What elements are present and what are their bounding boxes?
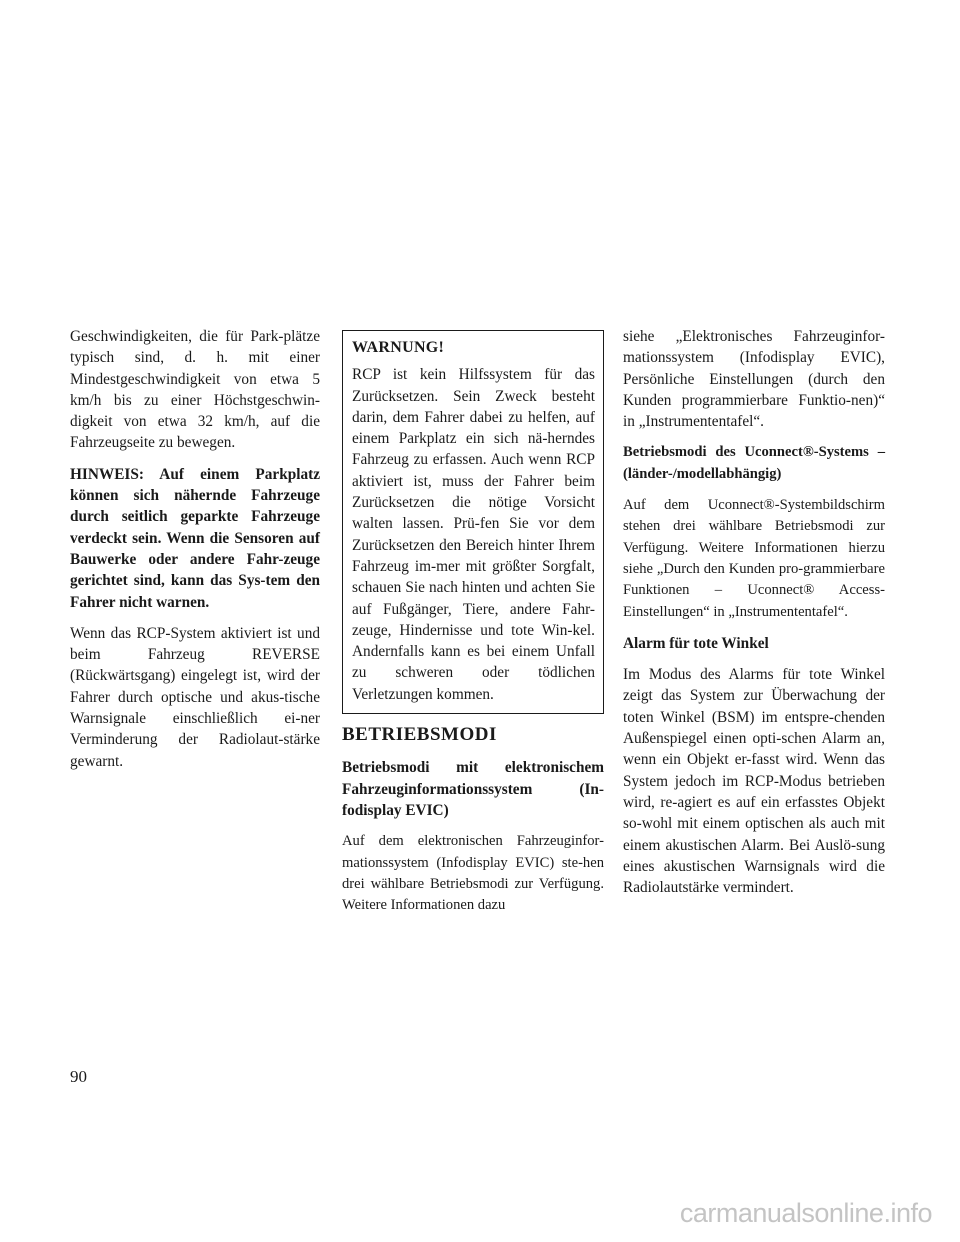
paragraph-rcp-warning: Wenn das RCP-System aktiviert ist und beim Fahrzeug REVERSE (Rückwärtsgang) eingelegt ist, wird der Fahrer durch optische und akus-tische Warnsignale einschließlich ei-ner Verminderung der Radiolaut-stärke gewarnt. bbox=[70, 624, 320, 770]
paragraph-speed: Geschwindigkeiten, die für Park-plätze typisch sind, d. h. mit einer Mindestgeschwindigkeit von etwa 5 km/h bis zu einer Höchstgeschwin-digkeit von etwa 32 km/h, auf die Fahrzeugseite zu bewegen. bbox=[70, 328, 320, 452]
column-middle bbox=[342, 330, 604, 926]
page-number: 90 bbox=[70, 1067, 87, 1086]
column-right bbox=[623, 326, 885, 908]
subheading-uconnect: Betriebsmodi des Uconnect®-Systems – (länder-/modellabhängig) bbox=[623, 444, 885, 482]
section-title: BETRIEBSMODI bbox=[342, 724, 497, 746]
warning-title: WARNUNG! bbox=[352, 339, 445, 356]
subheading-evic: Betriebsmodi mit elektronischem Fahrzeuginformationssystem (In-fodisplay EVIC) bbox=[342, 759, 604, 819]
warning-box bbox=[342, 330, 604, 714]
paragraph-evic: Auf dem elektronischen Fahrzeuginfor-mationssystem (Infodisplay EVIC) ste-hen drei wählbare Betriebsmodi zur Verfügung. Weitere Informationen dazu bbox=[342, 833, 604, 914]
subheading-blind-spot: Alarm für tote Winkel bbox=[623, 634, 769, 652]
note-paragraph: HINWEIS: Auf einem Parkplatz können sich nähernde Fahrzeuge durch seitlich geparkte Fahrzeuge verdeckt sein. Wenn die Sensoren auf Bauwerke oder andere Fahr-zeuge gerichtet sind, kann das Sys-tem den Fahrer nicht warnen. bbox=[70, 465, 320, 611]
warning-text: RCP ist kein Hilfssystem für das Zurücksetzen. Sein Zweck besteht darin, dem Fahrer dabei zu helfen, auf einem Parkplatz ein sich nä-herndes Fahrzeug zu erfassen. Auch wenn RCP aktiviert ist, muss der Fahrer beim Zurücksetzen die nötige Vorsicht walten lassen. Prü-fen Sie vor dem Zurücksetzen den Bereich hinter Ihrem Fahrzeug im-mer mit größter Sorgfalt, schauen Sie nach hinten und achten Sie auf Fußgänger, Tiere, andere Fahr-zeuge, Hindernisse und tote Win-kel. Andernfalls kann es bei einem Unfall zu schweren oder tödlichen Verletzungen kommen. bbox=[352, 366, 595, 703]
column-left bbox=[70, 326, 320, 782]
paragraph-evic-continued: siehe „Elektronisches Fahrzeuginfor-mationssystem (Infodisplay EVIC), Persönliche Einstellungen (durch den Kunden programmierbare Funktio-nen)“ in „Instrumententafel“. bbox=[623, 328, 885, 431]
watermark-logo: carmanualsonline.info bbox=[679, 1198, 932, 1228]
paragraph-blind-spot: Im Modus des Alarms für tote Winkel zeigt das System zur Überwachung der toten Winkel (BSM) im entspre-chenden Außenspiegel einen opti-schen Alarm an, wenn ein Objekt er-fasst wird. Wenn das System jedoch im RCP-Modus betrieben wird, re-agiert es auf ein erfasstes Objekt so-wohl mit einem optischen als auch mit einem akustischen Alarm. Bei Auslö-sung eines akustischen Warnsignals wird die Radiolautstärke vermindert. bbox=[623, 666, 885, 897]
paragraph-uconnect: Auf dem Uconnect®-Systembildschirm stehen drei wählbare Betriebsmodi zur Verfügung. Weitere Informationen hierzu siehe „Durch den Kunden pro-grammierbare Funktionen – Uconnect® Access-Einstellungen“ in „Instrumententafel“. bbox=[623, 497, 885, 620]
